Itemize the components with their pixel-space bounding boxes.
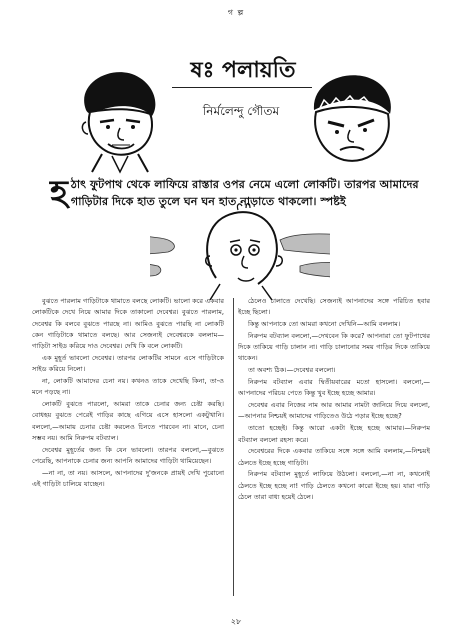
paragraph: দেবেশ্বর মুহূর্তের জন্য কি যেন ভাবলো। তারপর বললো,—বুঝতে পেরেছি, আপনাকে চেনার জন্য আপনি আমাদের গাড়িটা থামিয়েছেন। [32,445,224,466]
paragraph: দেবেশ্বর এবার নিজের নাম আর আমার নামটা জানিয়ে দিয়ে বললো,—আপনার নিশ্চয়ই আমাদের গাড়িতেও উঠে পড়ার ইচ্ছে হচ্ছে? [238,401,430,421]
paragraph: কিন্তু আপনাকে তো আমরা কখনো দেখিনি—আমি বললাম। [248,320,401,329]
story-title: ষঃ পলায়তি [190,58,296,83]
paragraph: তা অবশ্য ঠিক।—দেবেশ্বর বললো। [248,366,336,375]
paragraph: লোকটি বুঝতে পারলো, আমরা তাকে চেনার জন্য চেষ্টা করছি। বোধহয় বুঝতে পেরেই গাড়ির কাছে এগিয়ে এসে হাসলো একটুখানি। বললো,—আমায় চেনার চেষ্টা করলেও চিনতে পারবেন না। মানে, চেনা সম্ভব নয়। আমি নিরুপম বটব্যাল। [32,400,224,443]
running-head: গ ল্প [227,8,245,17]
lead-text: ঠাৎ ফুটপাথ থেকে লাফিয়ে রাস্তার ওপর নেমে এলো লোকটি। তারপর আমাদের গাড়িটার দিকে হাত তুলে ঘন ঘন হাত নাড়াতে থাকলো। স্পষ্টই [70,178,419,208]
paragraph: —না না, তা নয়। আসলে, আপনাদের দু'জনকে প্রায়ই দেখি পুরোনো এই গাড়িটা চালিয়ে যাচ্ছেন। [32,468,224,489]
paragraph: দেবেশ্বরের দিকে একবার তাকিয়ে সঙ্গে সঙ্গে আমি বললাম,—নিশ্চয়ই ঠেলতে ইচ্ছে হচ্ছে গাড়িটা। [238,447,430,467]
paragraph: নিরুপম বটব্যাল মুহূর্তে লাফিয়ে উঠলো। বললো,—না না, কখনোই ঠেলতে ইচ্ছে হচ্ছে না! গাড়ি ঠেলতে কখনো কারো ইচ্ছে হয়। যারা গাড়ি ঠেলে তারা বাধ্য হয়েই ঠেলে। [238,470,430,502]
right-man-illustration [300,70,400,170]
page-number: ২৮ [230,617,242,626]
text-column-left [32,296,224,596]
text-column-right [238,296,430,596]
left-man-illustration [72,64,172,174]
paragraph: বুঝতে পারলাম গাড়িটাকে থামাতে বলছে লোকটি। ভালো করে একবার লোকটিকে দেখে নিয়ে আমার দিকে তাকালো দেবেশ্বর। বুঝতে পারলাম, দেবেশ্বর কি বলবে বুঝতে পারছে না। আমিও বুঝতে পারছি না লোকটি কেন গাড়িটাকে থামাতে বলছে। আর সেজন্যই দেবেশ্বরকে বললাম—গাড়িটা সাইড করিয়ে দাও দেবেশ্বর। দেখি কি বলে লোকটি। [32,297,224,351]
paragraph: এক মুহূর্ত ভাবলো দেবেশ্বর। তারপর লোকটির সামনে এসে গাড়িটাকে সাইড করিয়ে নিলো। [32,353,224,374]
paragraph: নিরুপম বটব্যাল বললো,—দেখবেন কি করে? আপনারা তো ফুটপাথের দিকে তাকিয়ে গাড়ি চালান না। গাড়ি চালানোর সময় গাড়ির দিকে তাকিয়ে থাকেন। [238,331,430,363]
paragraph: নিরুপম বটব্যাল এবার দ্বিতীয়বারের মতো হাসলো। বললো,—আপনাদের পরিচয় পেতে কিন্তু খুব ইচ্ছে হচ্ছে আমার। [238,378,430,398]
drop-cap: হ [50,173,68,213]
paragraph: তাতো হচ্ছেই। কিন্তু আরো একটা ইচ্ছে হচ্ছে আমার।—নিরুপম বটব্যাল বললো রহস্য করে। [238,424,430,444]
paragraph: না, লোকটি আমাদের চেনা নয়। কখনও তাকে দেখেছি কিনা, তা-ও মনে পড়ছে না। [32,377,224,397]
column-divider [233,298,234,596]
paragraph: ঠেলেও চালাতে দেখেছি। সেজন্যই আপনাদের সঙ্গে পরিচিত হবার ইচ্ছে ছিলো। [238,297,430,317]
author-name: নির্মলেন্দু গৌতম [202,104,280,118]
title-underline [172,87,312,88]
bald-man-illustration [150,200,330,300]
